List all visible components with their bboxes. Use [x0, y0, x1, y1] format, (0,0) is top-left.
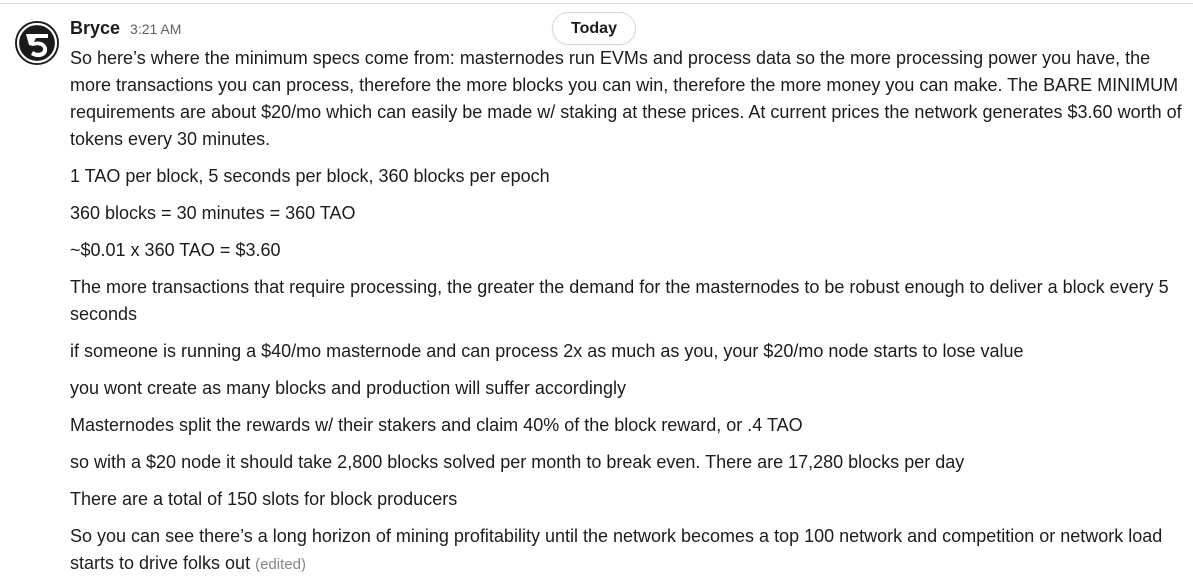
message-header [70, 18, 1185, 43]
date-divider-line [0, 3, 1193, 4]
message-paragraph: if someone is running a $40/mo masternode and can process 2x as much as you, your $20/mo node starts to lose value [70, 341, 1024, 361]
message-paragraph: So here’s where the minimum specs come from: masternodes run EVMs and process data so the more processing power you have, the more transactions you can process, therefore the more blocks you can win, therefore the more money you can make. The BARE MINIMUM requirements are about $20/mo which can easily be made w/ staking at these prices. At current prices the network generates $3.60 worth of tokens every 30 minutes. [70, 48, 1182, 149]
message-paragraph-text: So you can see there’s a long horizon of mining profitability until the network becomes a top 100 network and competition or network load starts to drive folks out [70, 526, 1163, 573]
edited-label: (edited) [255, 556, 306, 573]
message-timestamp[interactable]: 3:21 AM [130, 21, 182, 37]
date-divider-pill[interactable]: Today [552, 12, 636, 45]
message-paragraph: you wont create as many blocks and production will suffer accordingly [70, 378, 626, 398]
message-author[interactable]: Bryce [70, 18, 121, 38]
message-paragraph-last [70, 523, 1185, 578]
message-paragraph: ~$0.01 x 360 TAO = $3.60 [70, 240, 281, 260]
message-paragraph: There are a total of 150 slots for block producers [70, 489, 458, 509]
message-paragraph: 360 blocks = 30 minutes = 360 TAO [70, 203, 356, 223]
message-body [70, 45, 1185, 578]
message [70, 18, 1185, 588]
message-paragraph: The more transactions that require processing, the greater the demand for the masternodes to be robust enough to deliver a block every 5 seconds [70, 277, 1169, 324]
message-paragraph: so with a $20 node it should take 2,800 blocks solved per month to break even. There are 17,280 blocks per day [70, 452, 965, 472]
avatar[interactable] [14, 20, 60, 66]
message-paragraph: 1 TAO per block, 5 seconds per block, 360 blocks per epoch [70, 166, 550, 186]
message-paragraph: Masternodes split the rewards w/ their stakers and claim 40% of the block reward, or .4 TAO [70, 415, 803, 435]
